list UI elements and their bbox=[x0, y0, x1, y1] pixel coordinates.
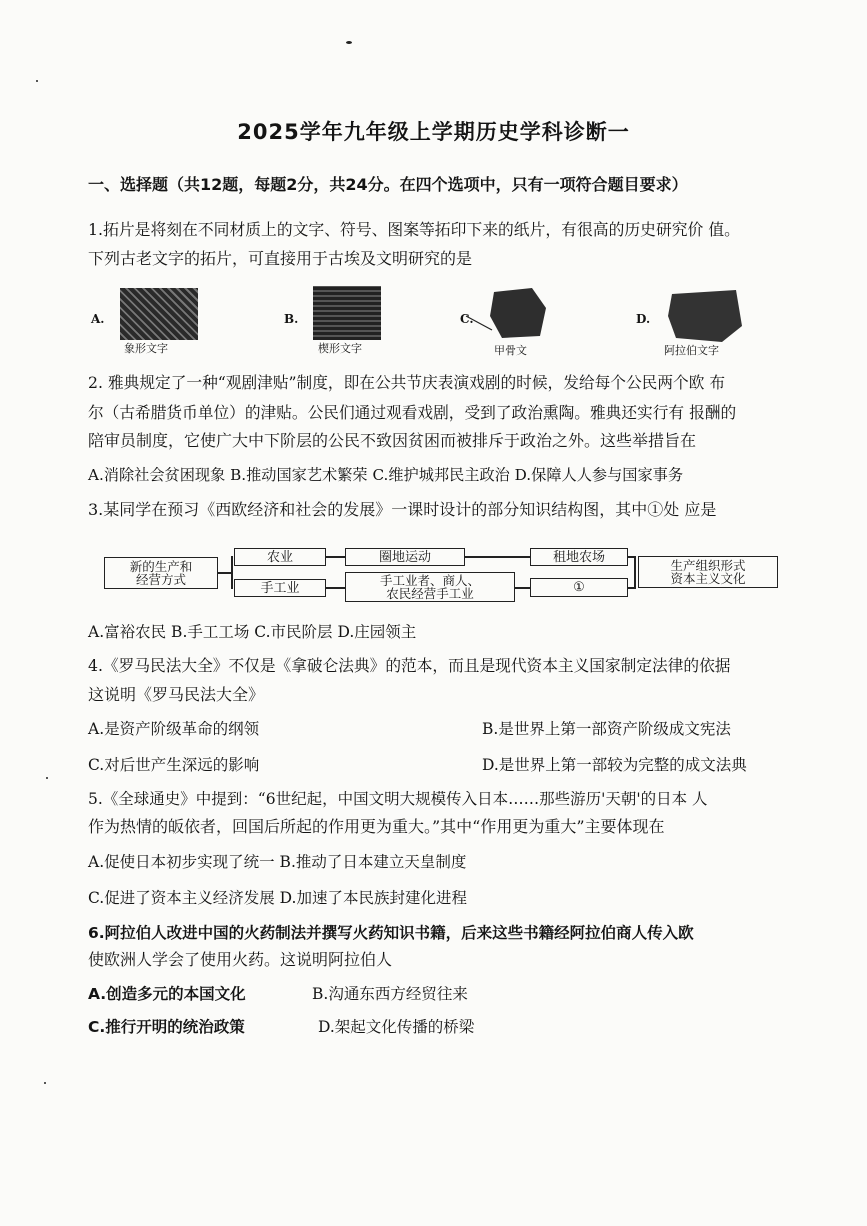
q1-stem-line2: 下列古老文字的拓片，可直接用于古埃及文明研究的是 bbox=[88, 249, 473, 268]
q6-option-a: A.创造多元的本国文化 bbox=[88, 985, 246, 1003]
section-heading: 一、选择题（共12题，每题2分，共24分。在四个选项中，只有一项符合题目要求） bbox=[88, 175, 688, 194]
q5-stem-line1: 5.《全球通史》中提到：“6世纪起，中国文明大规模传入日本……那些游历'天朝'的日本 人 bbox=[88, 790, 708, 808]
diagram-box-enclosure: 圈地运动 bbox=[345, 548, 465, 566]
diagram-box-tenant-farm: 租地农场 bbox=[530, 548, 628, 566]
page-title: 2025学年九年级上学期历史学科诊断一 bbox=[237, 120, 630, 144]
q3-options: A.富裕农民 B.手工工场 C.市民阶层 D.庄园领主 bbox=[88, 623, 417, 641]
diagram-connector bbox=[514, 587, 530, 589]
arabic-rubbing-image bbox=[662, 286, 746, 344]
diagram-box-handicraft: 手工业 bbox=[234, 579, 326, 597]
diagram-connector bbox=[218, 572, 232, 574]
q6-option-d: D.架起文化传播的桥梁 bbox=[318, 1018, 475, 1036]
oracle-bone-rubbing-image bbox=[462, 286, 552, 342]
q1-stem-line1: 1.拓片是将刻在不同材质上的文字、符号、图案等拓印下来的纸片，有很高的历史研究价 值。 bbox=[88, 220, 740, 239]
q5-stem-line2: 作为热情的皈依者，回国后所起的作用更为重大。”其中“作用更为重大”主要体现在 bbox=[88, 817, 665, 836]
q4-option-a: A.是资产阶级革命的纲领 bbox=[88, 720, 260, 738]
q6-stem-line2: 使欧洲人学会了使用火药。这说明阿拉伯人 bbox=[88, 950, 393, 969]
diagram-box-agriculture: 农业 bbox=[234, 548, 326, 566]
diagram-box-new-methods: 新的生产和 经营方式 bbox=[104, 557, 218, 589]
q1-image-c-letter: C. bbox=[460, 312, 474, 326]
diagram-box-workshop-operators: 手工业者、商人、 农民经营手工业 bbox=[345, 572, 515, 602]
diagram-connector bbox=[325, 556, 345, 558]
q4-option-c: C.对后世产生深远的影响 bbox=[88, 756, 260, 774]
q4-option-d: D.是世界上第一部较为完整的成文法典 bbox=[482, 756, 747, 774]
q4-stem-line2: 这说明《罗马民法大全》 bbox=[88, 685, 265, 704]
scan-speck bbox=[46, 777, 48, 779]
q5-options-cd: C.促进了资本主义经济发展 D.加速了本民族封建化进程 bbox=[88, 889, 467, 907]
q4-option-b: B.是世界上第一部资产阶级成文宪法 bbox=[482, 720, 731, 738]
q6-stem-line1: 6.阿拉伯人改进中国的火药制法并撰写火药知识书籍，后来这些书籍经阿拉伯商人传入欧 bbox=[88, 924, 694, 942]
scan-speck bbox=[36, 80, 38, 82]
q1-image-a-letter: A. bbox=[91, 312, 105, 326]
q1-image-b-caption: 楔形文字 bbox=[318, 342, 362, 355]
q2-options: A.消除社会贫困现象 B.推动国家艺术繁荣 C.维护城邦民主政治 D.保障人人参与国家事务 bbox=[88, 466, 684, 484]
scan-speck bbox=[44, 1082, 46, 1084]
q2-stem-line2: 尔（古希腊货币单位）的津贴。公民们通过观看戏剧，受到了政治熏陶。雅典还实行有 报酬的 bbox=[88, 403, 737, 422]
q6-option-c: C.推行开明的统治政策 bbox=[88, 1018, 245, 1036]
q2-stem-line1: 2. 雅典规定了一种“观剧津贴”制度，即在公共节庆表演戏剧的时候，发给每个公民两个欧 布 bbox=[88, 373, 726, 392]
q1-image-d-caption: 阿拉伯文字 bbox=[664, 344, 719, 357]
q1-image-b-letter: B. bbox=[284, 312, 299, 326]
q3-stem-line1: 3.某同学在预习《西欧经济和社会的发展》一课时设计的部分知识结构图，其中①处 应是 bbox=[88, 500, 717, 519]
q6-option-b: B.沟通东西方经贸往来 bbox=[312, 985, 468, 1003]
hieroglyph-rubbing-image bbox=[120, 288, 198, 340]
q1-image-c-caption: 甲骨文 bbox=[494, 344, 527, 357]
q1-image-a-caption: 象形文字 bbox=[124, 342, 168, 355]
diagram-connector bbox=[464, 556, 530, 558]
diagram-connector bbox=[325, 587, 345, 589]
q5-options-ab: A.促使日本初步实现了统一 B.推动了日本建立天皇制度 bbox=[88, 853, 467, 871]
diagram-connector bbox=[231, 556, 233, 589]
q2-stem-line3: 陪审员制度，它使广大中下阶层的公民不致因贫困而被排斥于政治之外。这些举措旨在 bbox=[88, 431, 697, 450]
scan-speck bbox=[346, 41, 352, 44]
diagram-box-production-capitalism: 生产组织形式 资本主义文化 bbox=[638, 556, 778, 588]
q4-stem-line1: 4.《罗马民法大全》不仅是《拿破仑法典》的范本，而且是现代资本主义国家制定法律的依据 bbox=[88, 656, 731, 675]
diagram-box-blank-1: ① bbox=[530, 578, 628, 597]
diagram-connector bbox=[634, 556, 636, 589]
q1-image-d-letter: D. bbox=[636, 312, 651, 326]
cuneiform-rubbing-image bbox=[313, 286, 381, 340]
